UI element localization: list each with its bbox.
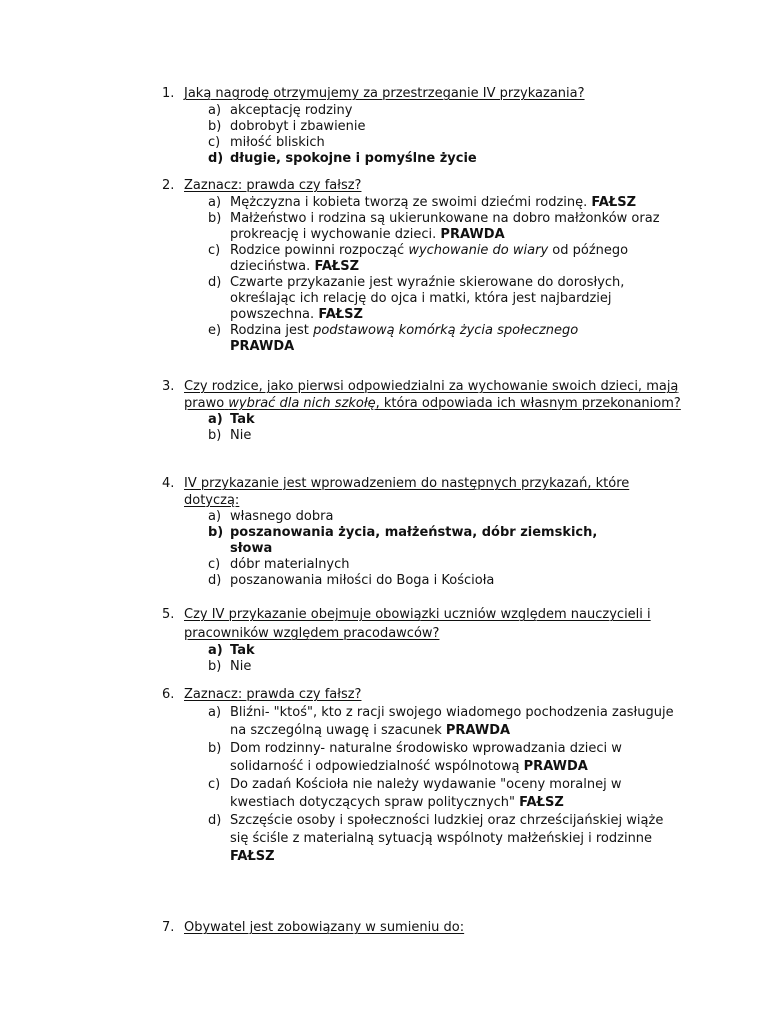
option-a: a) Bliźni- "ktoś", kto z racji swojego wiadomego pochodzenia zasługuje na szczególną uwagę i szacunek PRAWDA bbox=[208, 704, 674, 738]
question-6-options bbox=[162, 704, 682, 866]
question-4 bbox=[162, 476, 682, 589]
question-2-options bbox=[162, 195, 682, 355]
question-4-title: 4. IV przykazanie jest wprowadzeniem do następnych przykazań, które dotyczą: bbox=[162, 476, 630, 508]
option-a-correct: a) Tak bbox=[208, 643, 255, 658]
answer-badge: FAŁSZ bbox=[519, 794, 564, 810]
option-b: b) Dom rodzinny- naturalne środowisko wprowadzania dzieci w solidarność i odpowiedzialność wspólnotową PRAWDA bbox=[208, 740, 622, 774]
option-a: a) akceptację rodziny bbox=[208, 102, 353, 118]
answer-badge: FAŁSZ bbox=[591, 194, 637, 210]
question-7-title: 7. Obywatel jest zobowiązany w sumieniu do: bbox=[162, 920, 465, 935]
answer-badge: FAŁSZ bbox=[318, 306, 363, 322]
question-7 bbox=[162, 920, 682, 937]
answer-badge: PRAWDA bbox=[445, 722, 511, 738]
option-c: c) dóbr materialnych bbox=[208, 557, 350, 572]
option-d: d) Czwarte przykazanie jest wyraźnie skierowane do dorosłych, określając ich relację do ojca i matki, która jest najbardziej powszechna. FAŁSZ bbox=[208, 274, 625, 322]
question-5-options bbox=[162, 643, 682, 675]
answer-badge: PRAWDA bbox=[230, 338, 295, 354]
option-a: a) Mężczyzna i kobieta tworzą ze swoimi dziećmi rodzinę. FAŁSZ bbox=[208, 194, 637, 210]
option-c: c) Do zadań Kościoła nie należy wydawanie "oceny moralnej w kwestiach dotyczących spraw politycznych" FAŁSZ bbox=[208, 776, 622, 810]
option-e: e) Rodzina jest podstawową komórką życia społecznego PRAWDA bbox=[208, 322, 579, 354]
option-b: b) Nie bbox=[208, 428, 252, 443]
question-6 bbox=[162, 687, 682, 866]
option-c: c) miłość bliskich bbox=[208, 134, 325, 150]
answer-badge: PRAWDA bbox=[440, 226, 505, 242]
question-5 bbox=[162, 605, 682, 675]
option-d-correct: d) długie, spokojne i pomyślne życie bbox=[208, 150, 477, 166]
question-5-title: 5. Czy IV przykazanie obejmuje obowiązki uczniów względem nauczycieli i pracowników względem pracodawców? bbox=[162, 607, 651, 641]
question-6-title: 6. Zaznacz: prawda czy fałsz? bbox=[162, 687, 362, 702]
question-1-options bbox=[162, 103, 682, 167]
option-b: b) Małżeństwo i rodzina są ukierunkowane na dobro małżonków oraz prokreację i wychowanie dzieci. PRAWDA bbox=[208, 210, 660, 242]
question-3-title: 3. Czy rodzice, jako pierwsi odpowiedzialni za wychowanie swoich dzieci, mają prawo wybrać dla nich szkołę, która odpowiada ich własnym przekonaniom? bbox=[162, 379, 681, 411]
question-2-title: 2. Zaznacz: prawda czy fałsz? bbox=[162, 178, 362, 193]
question-3 bbox=[162, 379, 682, 444]
option-c: c) Rodzice powinni rozpocząć wychowanie do wiary od późnego dzieciństwa. FAŁSZ bbox=[208, 242, 629, 274]
question-4-options bbox=[162, 509, 682, 589]
option-b-correct: b) poszanowania życia, małżeństwa, dóbr ziemskich, słowa bbox=[208, 525, 598, 556]
question-1 bbox=[162, 86, 682, 167]
question-2 bbox=[162, 178, 682, 355]
answer-badge: FAŁSZ bbox=[230, 848, 275, 864]
option-d: d) poszanowania miłości do Boga i Kościoła bbox=[208, 573, 495, 588]
option-a: a) własnego dobra bbox=[208, 509, 334, 524]
question-1-title: 1. Jaką nagrodę otrzymujemy za przestrzeganie IV przykazania? bbox=[162, 86, 585, 101]
option-b: b) dobrobyt i zbawienie bbox=[208, 118, 366, 134]
answer-badge: FAŁSZ bbox=[314, 258, 360, 274]
option-d: d) Szczęście osoby i społeczności ludzkiej oraz chrześcijańskiej wiąże się ściśle z materialną sytuacją wspólnoty małżeńskiej i rodzinne FAŁSZ bbox=[208, 812, 664, 864]
option-b: b) Nie bbox=[208, 659, 252, 674]
answer-badge: PRAWDA bbox=[523, 758, 588, 774]
option-a-correct: a) Tak bbox=[208, 412, 255, 427]
question-3-options bbox=[162, 412, 682, 444]
